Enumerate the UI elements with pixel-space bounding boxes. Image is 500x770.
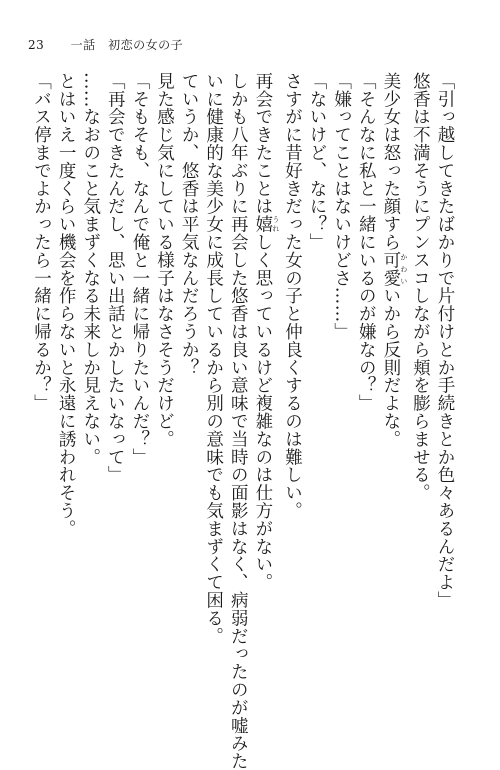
text-line: 「嫌ってことはないけどさ……」 [331, 72, 352, 341]
text-line: しかも八年ぶりに再会した悠香は良い意味で当時の面影はなく、病弱だったのが嘘みた [228, 72, 249, 770]
text-line: ていうか、悠香は平気なんだろうか？ [179, 72, 200, 377]
text-line: 「そもそも、なんで俺と一緒に帰りたいんだ？」 [129, 72, 150, 466]
text-line: いに健康的な美少女に成長しているから別の意味でも気まずくて困る。 [203, 72, 224, 645]
text-line: 「バス停までよかったら一緒に帰るか？」 [31, 72, 52, 413]
chapter-title: 一話 初恋の女の子 [70, 38, 184, 52]
page-number: 23 [28, 38, 45, 52]
text-line: ……なおのこと気まずくなる未来しか見えない。 [80, 72, 101, 466]
body-text [31, 72, 457, 770]
text-line: 「ないけど、なに？」 [307, 72, 328, 251]
text-line: 再会できたことは嬉 うれしく思っているけど複雑なのは仕方がない。 [252, 72, 280, 592]
text-line: さすがに昔好きだった女の子と仲良くするのは難しい。 [282, 72, 303, 520]
text-line: 「再会できたんだし、思い出話とかしたいなって」 [105, 72, 126, 484]
text-line: 「引っ越してきたばかりで片付けとか手続きとか色々あるんだよ」 [435, 72, 455, 609]
text-line: 美少女は怒った顔すら可愛 かわいいから反則だよな。 [380, 72, 408, 448]
furigana: 嬉 うれ [252, 215, 280, 234]
text-line: 悠香は不満そうにプンスコしながら頬を膨らませる。 [410, 72, 431, 502]
running-header [28, 36, 183, 53]
text-line: とはいえ一度くらい機会を作らないと永遠に誘われそう。 [56, 72, 77, 538]
text-line: 見た感じ気にしている様子はなさそうだけど。 [154, 72, 175, 448]
furigana: 可愛 かわい [380, 251, 408, 287]
text-line: 「そんなに私と一緒にいるのが嫌なの？」 [356, 72, 377, 413]
